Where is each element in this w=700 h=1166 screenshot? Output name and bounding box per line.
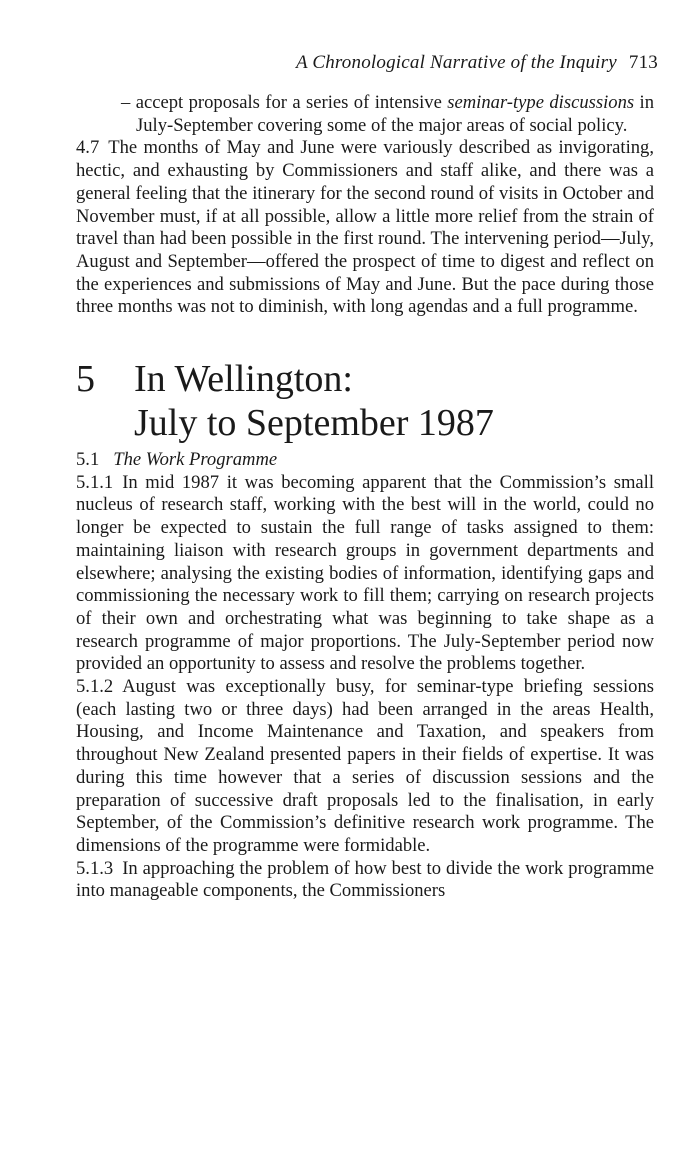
paragraph-number: 5.1.3 <box>76 857 114 879</box>
chapter-title-line-2: July to September 1987 <box>134 402 494 445</box>
paragraph-text: The months of May and June were variously described as invigorating, hectic, and exhausting by Commissioners and staff alike, and there was a general feeling that the itinerary for the second round of visits in October and November must, if at all possible, allow a little more relief from the strain of travel than had been possible in the first round. The intervening period—July, August and September—offered the prospect of time to digest and reflect on the experiences and submissions of May and June. But the pace during those three months was not to diminish, with long agendas and a full programme. <box>76 137 654 318</box>
page-number: 713 <box>628 52 658 73</box>
paragraph-text: In approaching the problem of how best to divide the work programme into manageable components, the Commissioners <box>76 857 654 902</box>
list-item-italic-text: seminar-type discussions <box>447 92 635 113</box>
paragraph-4-7 <box>76 137 654 319</box>
paragraph-5-1-2 <box>76 676 654 858</box>
list-item <box>76 92 654 137</box>
paragraph-number: 5.1.2 <box>76 676 114 698</box>
paragraph-5-1-1 <box>76 472 654 676</box>
page-body <box>76 92 654 903</box>
list-item-text-before: accept proposals for a series of intensive <box>135 92 448 113</box>
paragraph-number: 4.7 <box>76 137 100 159</box>
chapter-title <box>134 357 494 445</box>
paragraph-number: 5.1.1 <box>76 471 114 493</box>
section-title: The Work Programme <box>113 449 278 471</box>
paragraph-text: In mid 1987 it was becoming apparent that the Commission’s small nucleus of research staff, working with the best will in the world, could no longer be expected to sustain the full range of tasks assigned to them: maintaining liaison with research groups in government departments and elsewhere; analysing the existing bodies of information, identifying gaps and commissioning the necessary work to fill them; carrying on research projects of their own and orchestrating what was beginning to take shape as a research programme of major proportions. The July-September period now provided an opportunity to assess and resolve the problems together. <box>76 471 654 675</box>
running-title: A Chronological Narrative of the Inquiry <box>295 52 617 73</box>
chapter-heading <box>76 357 654 445</box>
paragraph-5-1-3 <box>76 858 654 903</box>
running-header <box>296 52 658 74</box>
chapter-number: 5 <box>76 358 95 401</box>
list-item-text-after: in July-September covering some of the major areas of social policy. <box>136 92 654 136</box>
section-number: 5.1 <box>76 449 100 471</box>
paragraph-text: August was exceptionally busy, for seminar-type briefing sessions (each lasting two or three days) had been arranged in the areas Health, Housing, and Income Maintenance and Taxation, and speakers from throughout New Zealand presented papers in their fields of expertise. It was during this time however that a series of discussion sessions and the preparation of successive draft proposals led to the finalisation, in early September, of the Commission’s definitive research work programme. The dimensions of the programme were formidable. <box>76 676 654 856</box>
section-heading <box>76 449 654 472</box>
list-bullet: – <box>121 92 131 113</box>
chapter-title-line-1: In Wellington: <box>134 358 353 401</box>
